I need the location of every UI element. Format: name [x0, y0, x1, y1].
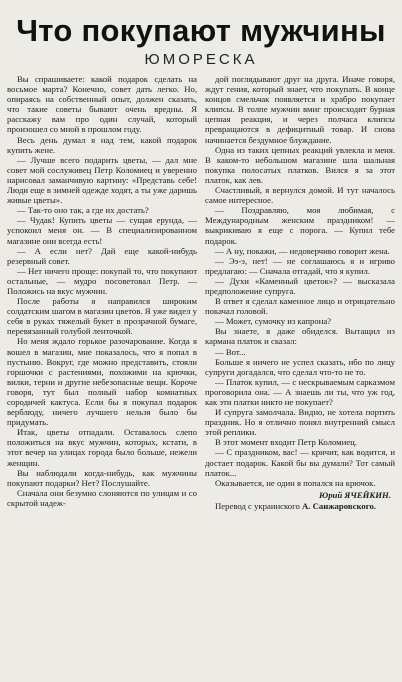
- paragraph: Итак, цветы отпадали. Оставалось слепо положиться на вкус мужчин, которых, кстати, в этот вечер на улицах города было больше, нежели женщин.: [7, 427, 197, 468]
- paragraph: — Чудак! Купить цветы — сущая ерунда, — успокоил меня он. — В специализированном магазине они всегда есть!: [7, 215, 197, 246]
- translation-credit: [205, 501, 395, 511]
- paragraph: — Духи «Каменный цветок»? — высказала предположение супруга.: [205, 275, 395, 296]
- paragraph: — Нет ничего проще: покупай то, что покупают остальные, — мудро посоветовал Петр. — Положись на вкус мужчин.: [7, 265, 197, 296]
- paragraph: Вы знаете, я даже обиделся. Вытащил из кармана платок и сказал:: [205, 326, 395, 347]
- translation-prefix: Перевод с украинского: [215, 500, 302, 511]
- paragraph: Сначала они безумно слоняются по улицам и со скрытой надеж-: [7, 487, 197, 508]
- paragraph: — С праздником, вас! — кричит, как водится, и достает подарок. Какой бы вы думали? Тот самый платок...: [205, 447, 395, 478]
- paragraph: — Ээ-э, нет! — не соглашаюсь я и игриво предлагаю: — Сначала отгадай, что я купил.: [205, 255, 395, 276]
- paragraph: Вы спрашиваете: какой подарок сделать на восьмое марта? Конечно, совет дать легко. Но, опираясь на собственный опыт, должен сказать, что такие советы бывают очень вредны. Я расскажу вам про один случай, который произошел со мной в прошлом году.: [7, 74, 197, 135]
- paragraph: Вы наблюдали когда-нибудь, как мужчины покупают подарки? Нет? Послушайте.: [7, 467, 197, 488]
- paragraph: — Вот...: [215, 346, 246, 357]
- paragraph: — А если нет? Дай еще какой-нибудь резервный совет.: [7, 245, 197, 266]
- paragraph: дой поглядывают друг на друга. Иначе говоря, ждут гения, который знает, что покупать. В конце концов смельчак появляется и храбро покупает клипсы. В толпе мужчин вмиг происходит бурная цепная реакция, и через полчаса клипсы превращаются в дефицитный товар. И снова начинается бездумное блуждание.: [205, 74, 395, 145]
- paragraph: — Платок купил, — с нескрываемым сарказмом проговорила она. — А знаешь ли ты, что уж год, как эти платки никто не покупает?: [205, 376, 395, 407]
- article-title: Что покупают мужчины: [16, 13, 386, 48]
- paragraph: И супруга замолчала. Видно, не хотела портить праздник. Но я отлично понял внутренний смысл этой реплики.: [205, 407, 395, 438]
- article-body: [7, 74, 395, 511]
- paragraph: — Так-то оно так, а где их достать?: [17, 205, 149, 216]
- translator-name: А. Санжаровского.: [302, 500, 376, 511]
- column-right: [205, 74, 395, 511]
- paragraph: В этот момент входит Петр Коломиец.: [215, 437, 357, 448]
- article-rubric: ЮМОРЕСКА: [144, 51, 258, 68]
- paragraph: — Лучше всего подарить цветы, — дал мне совет мой сослуживец Петр Коломиец и уверенно нарисовал заманчивую картину: «Представь себе! Люди еще в зимней одежде ходят, а ты уже даришь живые цветы».: [7, 154, 197, 206]
- paragraph: Одна из таких цепных реакций увлекла и меня. В каком-то небольшом магазине шла шальная покупка полосатых платков. Вился я за этот платок, как лев.: [205, 144, 395, 185]
- column-right-text: [205, 74, 395, 488]
- column-left: [7, 74, 197, 511]
- paragraph: Весь день думал я над тем, какой подарок купить жене.: [7, 134, 197, 155]
- paragraph: В ответ я сделал каменное лицо и отрицательно покачал головой.: [205, 296, 395, 317]
- paragraph: Но меня ждало горькое разочарование. Когда я вошел в магазин, мне показалось, что я попал в пустыню. Вокруг, где можно представить, стояли горшочки с растениями, похожими на крючки, вилки, терни и другие небезопасные вещи. Короче говоря, тут был полный набор комнатных сородичей кактуса. Если бы я покупал подарок верблюду, ничего лучшего нельзя было бы придумать.: [7, 336, 197, 428]
- paragraph: После работы я направился широким солдатским шагом в магазин цветов. Я уже видел у себя в руках тяжелый букет в прозрачной бумаге, перевязанный голубой ленточкой.: [7, 296, 197, 337]
- paragraph: — Поздравляю, моя любимая, с Международным женским праздником! — выкрикиваю я еще с порога. — Купил тебе подарок.: [205, 205, 395, 246]
- author-signature: Юрий ЯЧЕЙКИН.: [319, 489, 391, 500]
- paragraph: Оказывается, не один я попался на крючок.: [215, 477, 376, 488]
- paragraph: Счастливый, я вернулся домой. И тут началось самое интересное.: [205, 185, 395, 206]
- paragraph: — Может, сумочку из капрона?: [215, 316, 332, 327]
- paragraph: Больше я ничего не успел сказать, ибо по лицу супруги догадался, что сделал что-то не то.: [205, 356, 395, 377]
- paragraph: — А ну, покажи, — недоверчиво говорит жена.: [215, 245, 390, 256]
